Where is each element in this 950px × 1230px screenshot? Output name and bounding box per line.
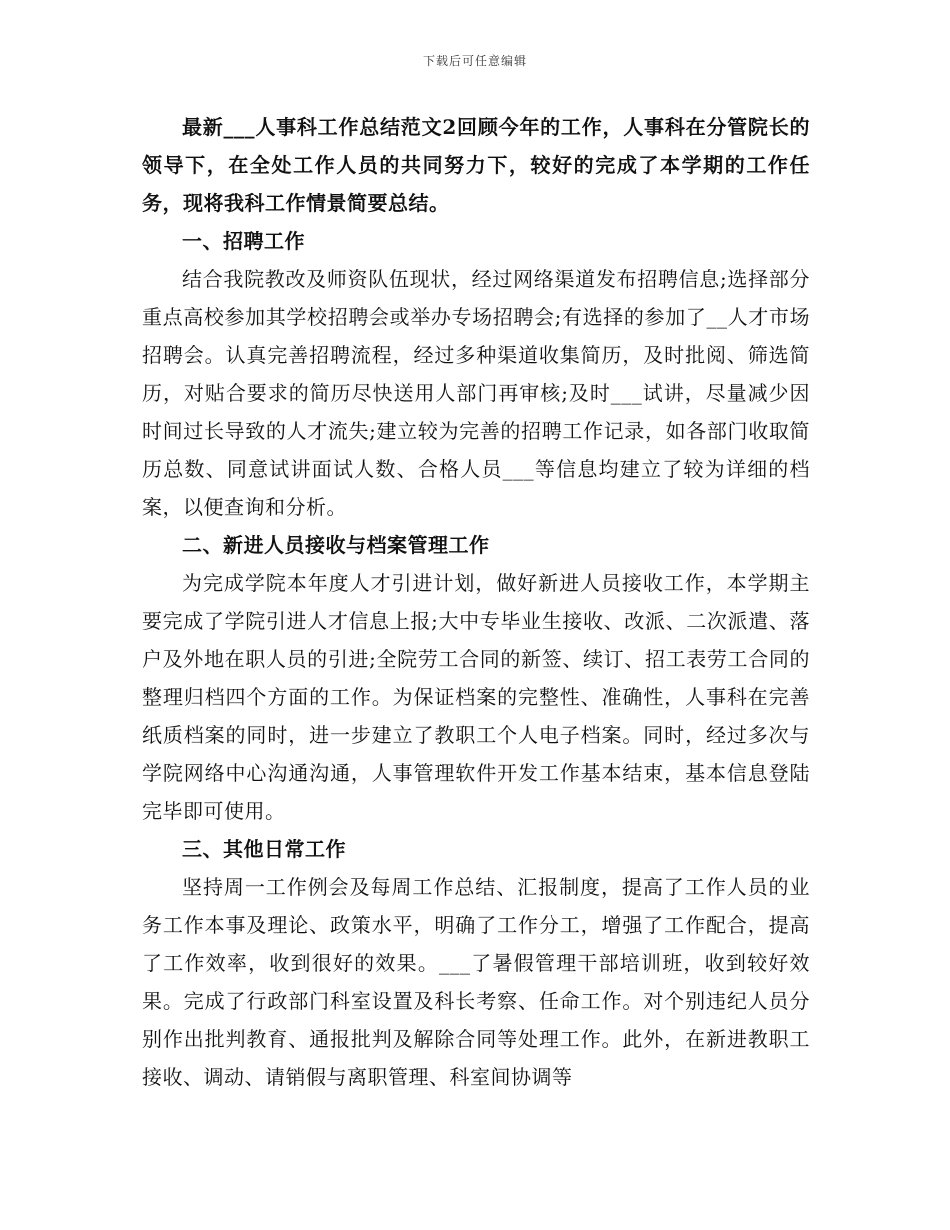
section-title: 一、招聘工作: [182, 229, 305, 253]
document-lead-paragraph: 最新___人事科工作总结范文2回顾今年的工作，人事科在分管院长的领导下，在全处工作人员的共同努力下，较好的完成了本学期的工作任务，现将我科工作情景简要总结。: [142, 115, 810, 215]
section-paragraph: 坚持周一工作例会及每周工作总结、汇报制度，提高了工作人员的业务工作本事及理论、政策水平，明确了工作分工，增强了工作配合，提高了工作效率，收到很好的效果。___了暑假管理干部培训班，收到较好效果。完成了行政部门科室设置及科长考察、任命工作。对个别违纪人员分别作出批判教育、通报批判及解除合同等处理工作。此外，在新进教职工接收、调动、请销假与离职管理、科室间协调等: [142, 875, 810, 1089]
document-body: [142, 108, 810, 1096]
section-new-staff-archives: [142, 526, 810, 830]
section-recruitment: [142, 222, 810, 526]
page-header: 下载后可任意编辑: [422, 54, 527, 68]
section-daily-work: [142, 830, 810, 1096]
section-title: 二、新进人员接收与档案管理工作: [182, 533, 490, 557]
section-title: 三、其他日常工作: [182, 837, 346, 861]
section-paragraph: 为完成学院本年度人才引进计划，做好新进人员接收工作，本学期主要完成了学院引进人才信息上报;大中专毕业生接收、改派、二次派遣、落户及外地在职人员的引进;全院劳工合同的新签、续订、招工表劳工合同的整理归档四个方面的工作。为保证档案的完整性、准确性，人事科在完善纸质档案的同时，进一步建立了教职工个人电子档案。同时，经过多次与学院网络中心沟通沟通，人事管理软件开发工作基本结束，基本信息登陆完毕即可使用。: [142, 571, 810, 823]
section-paragraph: 结合我院教改及师资队伍现状，经过网络渠道发布招聘信息;选择部分重点高校参加其学校招聘会或举办专场招聘会;有选择的参加了__人才市场招聘会。认真完善招聘流程，经过多种渠道收集简历，及时批阅、筛选简历，对贴合要求的简历尽快送用人部门再审核;及时___试讲，尽量减少因时间过长导致的人才流失;建立较为完善的招聘工作记录，如各部门收取简历总数、同意试讲面试人数、合格人员___等信息均建立了较为详细的档案，以便查询和分析。: [142, 267, 810, 519]
